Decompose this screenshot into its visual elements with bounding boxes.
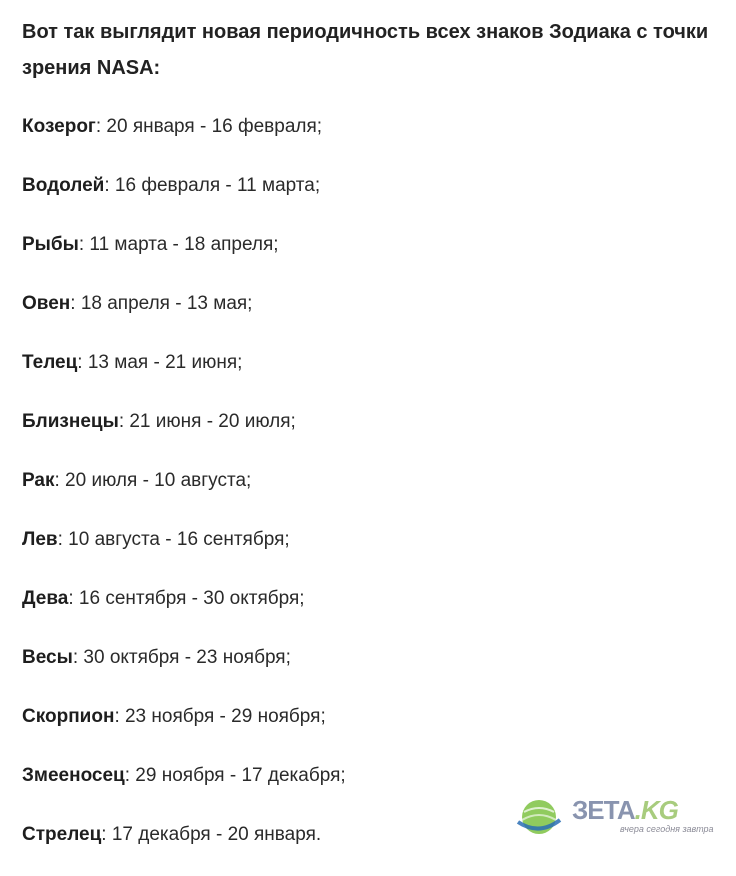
- sign-dates: : 23 ноября - 29 ноября;: [114, 706, 326, 727]
- sign-name: Козерог: [22, 116, 96, 137]
- list-item: [22, 168, 346, 227]
- sign-name: Телец: [22, 352, 78, 373]
- sign-name: Лев: [22, 529, 58, 550]
- list-item: [22, 227, 346, 286]
- list-item: [22, 581, 346, 640]
- list-item: [22, 640, 346, 699]
- sign-dates: : 29 ноября - 17 декабря;: [124, 765, 346, 786]
- sign-dates: : 10 августа - 16 сентября;: [57, 529, 290, 550]
- list-item: [22, 817, 346, 876]
- sign-dates: : 16 февраля - 11 марта;: [104, 175, 321, 196]
- sign-name: Дева: [22, 588, 69, 609]
- sign-name: Овен: [22, 293, 71, 314]
- watermark-name: ЗЕТА.KG: [572, 795, 678, 825]
- site-watermark: [516, 792, 730, 840]
- list-item: [22, 699, 346, 758]
- sign-dates: : 11 марта - 18 апреля;: [78, 234, 279, 255]
- list-item: [22, 758, 346, 817]
- sign-dates: : 20 июля - 10 августа;: [54, 470, 252, 491]
- sign-name: Водолей: [22, 175, 105, 196]
- sign-dates: : 17 декабря - 20 января.: [101, 824, 322, 845]
- sign-dates: : 16 сентября - 30 октября;: [68, 588, 305, 609]
- sign-dates: : 13 мая - 21 июня;: [77, 352, 243, 373]
- zodiac-list: [22, 109, 346, 876]
- sign-dates: : 21 июня - 20 июля;: [118, 411, 296, 432]
- sign-name: Стрелец: [22, 824, 102, 845]
- globe-icon: [516, 796, 562, 838]
- list-item: [22, 345, 346, 404]
- sign-dates: : 18 апреля - 13 мая;: [70, 293, 253, 314]
- watermark-tagline: вчера сегодня завтра: [620, 824, 714, 834]
- sign-name: Рак: [22, 470, 55, 491]
- sign-name: Скорпион: [22, 706, 115, 727]
- sign-name: Весы: [22, 647, 73, 668]
- list-item: [22, 522, 346, 581]
- sign-dates: : 30 октября - 23 ноября;: [72, 647, 291, 668]
- list-item: [22, 109, 346, 168]
- intro-heading: Вот так выглядит новая периодичность всех знаков Зодиака с точки зрения NASA:: [22, 21, 709, 79]
- list-item: [22, 404, 346, 463]
- sign-name: Змееносец: [22, 765, 125, 786]
- list-item: [22, 286, 346, 345]
- list-item: [22, 463, 346, 522]
- sign-dates: : 20 января - 16 февраля;: [95, 116, 323, 137]
- sign-name: Близнецы: [22, 411, 119, 432]
- sign-name: Рыбы: [22, 234, 79, 255]
